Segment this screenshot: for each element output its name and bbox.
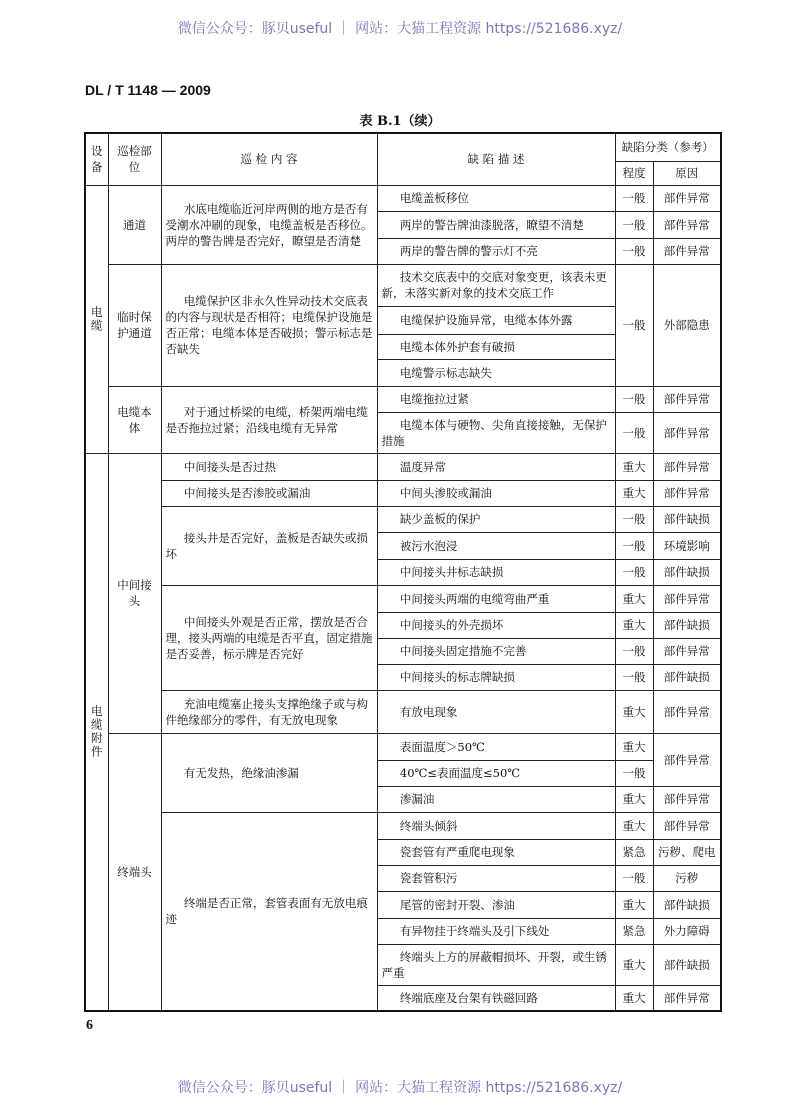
reason-cell: 部件异常 (653, 238, 721, 264)
table-title: 表 B.1（续） (359, 114, 441, 129)
table-row (85, 185, 721, 211)
severity-cell: 重大 (615, 985, 653, 1011)
reason-cell: 部件异常 (653, 585, 721, 612)
reason-cell: 部件异常 (653, 638, 721, 664)
header-severity: 程度 (615, 161, 653, 185)
content-cell: 中间接头是否过热 (161, 453, 377, 480)
reason-cell: 部件缺损 (653, 612, 721, 638)
severity-cell: 一般 (615, 238, 653, 264)
reason-cell: 部件缺损 (653, 664, 721, 690)
reason-cell: 部件缺损 (653, 944, 721, 985)
reason-cell: 部件异常 (653, 185, 721, 211)
header-reason: 原因 (653, 161, 721, 185)
watermark-bottom: 微信公众号：豚贝useful ｜ 网站：大猫工程资源 https://521686.xyz/ (177, 1080, 623, 1096)
part-cell: 中间接头 (108, 453, 161, 733)
severity-cell: 重大 (615, 812, 653, 839)
severity-cell: 一般 (615, 506, 653, 532)
reason-cell: 外部隐患 (653, 264, 721, 386)
reason-cell: 部件异常 (653, 211, 721, 238)
severity-cell: 一般 (615, 638, 653, 664)
severity-cell: 一般 (615, 865, 653, 891)
reason-cell: 部件缺损 (653, 506, 721, 532)
table-row (85, 386, 721, 412)
severity-cell: 重大 (615, 944, 653, 985)
header-content: 巡 检 内 容 (161, 133, 377, 185)
defect-cell: 两岸的警告牌的警示灯不亮 (377, 238, 615, 264)
defect-cell: 两岸的警告牌油漆脱落，瞭望不清楚 (377, 211, 615, 238)
table-row (85, 506, 721, 532)
device-cell: 电缆 (85, 185, 108, 453)
header-defect: 缺 陷 描 述 (377, 133, 615, 185)
header-classification: 缺陷分类（参考） (615, 133, 721, 161)
severity-cell: 紧急 (615, 839, 653, 865)
severity-cell: 重大 (615, 612, 653, 638)
content-cell: 对于通过桥梁的电缆，桥架两端电缆是否拖拉过紧；沿线电缆有无异常 (161, 386, 377, 453)
reason-cell: 部件异常 (653, 786, 721, 812)
severity-cell: 一般 (615, 664, 653, 690)
defect-cell: 电缆拖拉过紧 (377, 386, 615, 412)
severity-cell: 一般 (615, 185, 653, 211)
part-cell: 电缆本体 (108, 386, 161, 453)
defect-cell: 中间接头的标志牌缺损 (377, 664, 615, 690)
table-row (85, 812, 721, 839)
header-part: 巡检部位 (108, 133, 161, 185)
reason-cell: 污秽、爬电 (653, 839, 721, 865)
severity-cell: 紧急 (615, 918, 653, 944)
severity-cell: 重大 (615, 453, 653, 480)
watermark-top: 微信公众号：豚贝useful ｜ 网站：大猫工程资源 https://521686.xyz/ (177, 21, 623, 37)
defect-cell: 电缆本体与硬物、尖角直接接触，无保护措施 (377, 412, 615, 453)
header-device: 设备 (85, 133, 108, 185)
content-cell: 有无发热，绝缘油渗漏 (161, 733, 377, 812)
severity-cell: 一般 (615, 211, 653, 238)
defect-cell: 缺少盖板的保护 (377, 506, 615, 532)
part-cell: 临时保护通道 (108, 264, 161, 386)
table-row (85, 453, 721, 480)
defect-cell: 终端头上方的屏蔽帽损坏、开裂，或生锈严重 (377, 944, 615, 985)
inspection-table (84, 132, 722, 1012)
defect-cell: 尾管的密封开裂、渗油 (377, 891, 615, 918)
content-cell: 电缆保护区非永久性异动技术交底表的内容与现状是否相符；电缆保护设施是否正常；电缆本体是否破损；警示标志是否缺失 (161, 264, 377, 386)
defect-cell: 电缆保护设施异常，电缆本体外露 (377, 306, 615, 334)
severity-cell: 重大 (615, 891, 653, 918)
reason-cell: 部件异常 (653, 985, 721, 1011)
table-row (85, 733, 721, 760)
defect-cell: 终端底座及台架有铁磁回路 (377, 985, 615, 1011)
reason-cell: 部件异常 (653, 453, 721, 480)
table-row (85, 585, 721, 612)
defect-cell: 被污水泡浸 (377, 532, 615, 559)
reason-cell: 污秽 (653, 865, 721, 891)
reason-cell: 部件异常 (653, 733, 721, 786)
severity-cell: 一般 (615, 386, 653, 412)
defect-cell: 电缆本体外护套有破损 (377, 334, 615, 359)
defect-cell: 瓷套管积污 (377, 865, 615, 891)
table-row (85, 264, 721, 306)
defect-cell: 渗漏油 (377, 786, 615, 812)
severity-cell: 一般 (615, 532, 653, 559)
severity-cell: 重大 (615, 585, 653, 612)
severity-cell: 一般 (615, 559, 653, 585)
defect-cell: 中间接头固定措施不完善 (377, 638, 615, 664)
severity-cell: 重大 (615, 786, 653, 812)
defect-cell: 有放电现象 (377, 690, 615, 733)
content-cell: 中间接头外观是否正常，摆放是否合理，接头两端的电缆是否平直，固定措施是否妥善，标示牌是否完好 (161, 585, 377, 690)
reason-cell: 部件异常 (653, 386, 721, 412)
defect-cell: 有异物挂于终端头及引下线处 (377, 918, 615, 944)
defect-cell: 40℃≤表面温度≤50℃ (377, 760, 615, 786)
defect-cell: 温度异常 (377, 453, 615, 480)
defect-cell: 电缆警示标志缺失 (377, 359, 615, 386)
reason-cell: 部件异常 (653, 480, 721, 506)
content-cell: 接头井是否完好，盖板是否缺失或损坏 (161, 506, 377, 585)
reason-cell: 环境影响 (653, 532, 721, 559)
reason-cell: 部件异常 (653, 690, 721, 733)
content-cell: 充油电缆塞止接头支撑绝缘子或与构件绝缘部分的零件，有无放电现象 (161, 690, 377, 733)
defect-cell: 技术交底表中的交底对象变更，该表未更新，未落实新对象的技术交底工作 (377, 264, 615, 306)
standard-number: DL / T 1148 — 2009 (85, 82, 211, 98)
content-cell: 中间接头是否渗胶或漏油 (161, 480, 377, 506)
defect-cell: 中间接头的外壳损坏 (377, 612, 615, 638)
severity-cell: 重大 (615, 690, 653, 733)
defect-cell: 电缆盖板移位 (377, 185, 615, 211)
reason-cell: 部件异常 (653, 412, 721, 453)
severity-cell: 一般 (615, 264, 653, 386)
reason-cell: 外力障碍 (653, 918, 721, 944)
defect-cell: 中间接头井标志缺损 (377, 559, 615, 585)
defect-cell: 瓷套管有严重爬电现象 (377, 839, 615, 865)
severity-cell: 一般 (615, 760, 653, 786)
part-cell: 终端头 (108, 733, 161, 1011)
table-row (85, 690, 721, 733)
defect-cell: 中间头渗胶或漏油 (377, 480, 615, 506)
severity-cell: 一般 (615, 412, 653, 453)
reason-cell: 部件缺损 (653, 559, 721, 585)
defect-cell: 终端头倾斜 (377, 812, 615, 839)
severity-cell: 重大 (615, 480, 653, 506)
device-cell: 电缆附件 (85, 453, 108, 1011)
page-number: 6 (86, 1018, 93, 1033)
reason-cell: 部件异常 (653, 812, 721, 839)
content-cell: 终端是否正常，套管表面有无放电痕迹 (161, 812, 377, 1011)
defect-cell: 表面温度＞50℃ (377, 733, 615, 760)
defect-cell: 中间接头两端的电缆弯曲严重 (377, 585, 615, 612)
part-cell: 通道 (108, 185, 161, 264)
content-cell: 水底电缆临近河岸两侧的地方是否有受潮水冲刷的现象，电缆盖板是否移位。两岸的警告牌是否完好，瞭望是否清楚 (161, 185, 377, 264)
severity-cell: 重大 (615, 733, 653, 760)
table-body (85, 185, 721, 1011)
table-row (85, 480, 721, 506)
reason-cell: 部件缺损 (653, 891, 721, 918)
